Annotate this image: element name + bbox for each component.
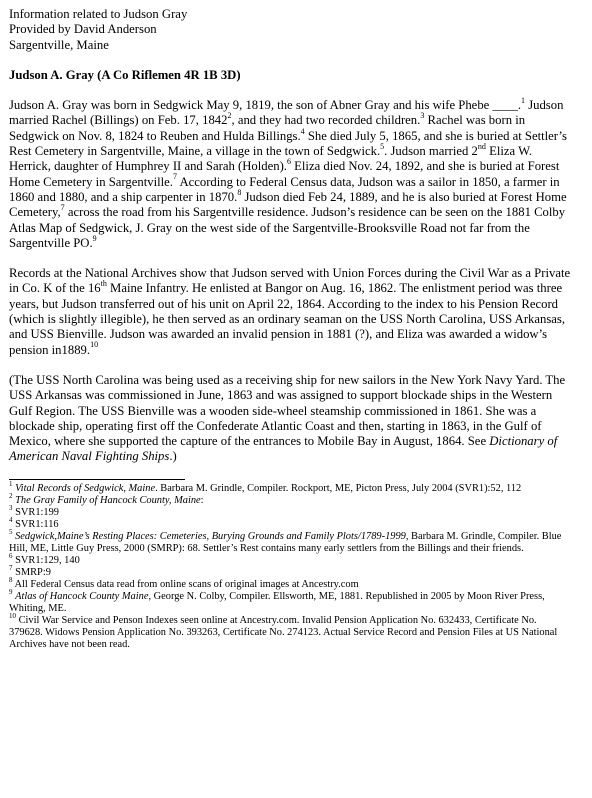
footnote-text: SVR1:129, 140: [15, 554, 80, 566]
footnote-text: , Barbara M. Grindle, Compiler. Blue Hill, ME, Little Guy Press, 2000 (SMRP): 68. Settler’s Rest contains many early settlers from the Billings and their friends.: [9, 530, 562, 554]
footnote-italic: Sedgwick,Maine’s Resting Places: Cemeteries, Burying Grounds and Family Plots/1789-1999: [15, 530, 406, 542]
footnote-7: [9, 564, 572, 579]
footnote-text: . Barbara M. Grindle, Compiler. Rockport, ME, Picton Press, July 2004 (SVR1):52, 112: [155, 482, 522, 494]
footnote-ref-8: 8: [237, 187, 242, 197]
footnote-5: [9, 528, 572, 555]
footnote-text: SVR1:199: [15, 506, 59, 518]
footnote-10: [9, 612, 572, 651]
footnote-number: 9: [9, 588, 13, 597]
footnote-ref-6: 6: [286, 157, 291, 167]
footnote-ref-7b: 7: [60, 203, 65, 213]
p3-text-2: .): [169, 449, 177, 464]
footnote-ref-3: 3: [420, 111, 425, 121]
footnote-italic: Vital Records of Sedgwick, Maine: [15, 482, 156, 494]
footnote-2: [9, 492, 572, 507]
footnote-number: 4: [9, 516, 13, 525]
footnote-text: SMRP:9: [15, 566, 51, 578]
footnote-number: 7: [9, 564, 13, 573]
footnote-text: SVR1:116: [15, 518, 59, 530]
footnote-ref-7: 7: [172, 172, 177, 182]
footnote-italic: The Gray Family of Hancock County, Maine: [15, 494, 201, 506]
p2-text-1: Records at the National Archives show that Judson served with Union Forces during the Civil War as a Private in Co. K of the 16: [9, 266, 571, 296]
footnote-3: [9, 504, 572, 519]
p1-text-4: Rachel was born in Sedgwick on Nov. 8, 1824 to Reuben and Hulda Billings.: [9, 113, 526, 143]
p1-text-9: According to Federal Census data, Judson was a sailor in 1850, a farmer in 1860 and 1880, and a ship carpenter in 1870.: [9, 174, 560, 204]
p3-italic-title: Dictionary of American Naval Fighting Ships: [9, 434, 558, 464]
footnote-number: 5: [9, 528, 13, 537]
footnote-number: 10: [9, 612, 16, 621]
p1-text-5: She died July 5, 1865, and she is buried at Settler’s Rest Cemetery in Sargentville, Maine, a village in the town of Sedgwick.: [9, 128, 567, 159]
footnote-number: 8: [9, 576, 13, 585]
header-line-3: Sargentville, Maine: [9, 37, 109, 52]
footnote-text: Civil War Service and Penson Indexes seen online at Ancestry.com. Invalid Pension Application No. 632433, Certificate No. 379628. Widows Pension Application No. 393263, Certificate No. 274123. Actual Service Record and Pension Files at US National Archives have not been read.: [9, 614, 558, 650]
footnote-text: , George N. Colby, Compiler. Ellsworth, ME, 1881. Republished in 2005 by Moon River Press, Whiting, ME.: [9, 590, 545, 614]
footnote-text: All Federal Census data read from online scans of original images at Ancestry.com: [14, 578, 359, 590]
footnote-number: 1: [9, 480, 13, 489]
p1-text-6: . Judson married 2: [384, 144, 478, 159]
footnote-8: [9, 576, 572, 591]
p3-text-1: (The USS North Carolina was being used as a receiving ship for new sailors in the New York Navy Yard. The USS Arkansas was commissioned in June, 1863 and was assigned to support blockade ships in the Western Gulf Region. The USS Bienville was a wooden side-wheel steamship commissioned in 1861. She was a blockade ship, operating first off the Confederate Atlantic Coast and then, starting in 1863, in the Gulf of Mexico, where she supported the capture of the entrances to Mobile Bay in August, 1864. See: [9, 372, 566, 449]
header-line-1: Information related to Judson Gray: [9, 7, 188, 21]
footnote-6: [9, 552, 572, 567]
p1-text-8: Eliza died Nov. 24, 1892, and she is buried at Forest Home Cemetery in Sargentville.: [9, 159, 560, 189]
ordinal-suffix: nd: [477, 141, 486, 151]
footnote-ref-4: 4: [300, 126, 305, 136]
paragraph-biography: [9, 95, 572, 251]
document-header: [9, 7, 572, 53]
p1-text-3: , and they had two recorded children.: [231, 113, 421, 128]
footnote-number: 2: [9, 492, 13, 501]
p1-text-11: across the road from his Sargentville residence. Judson’s residence can be seen on the 1881 Colby Atlas Map of Sedgwick, J. Gray on the west side of the Sargentville-Brooksville Road not far from the Sargentville PO.: [9, 205, 566, 250]
footnote-italic: Atlas of Hancock County Maine: [15, 590, 149, 602]
footnote-ref-10: 10: [90, 340, 99, 350]
footnote-number: 6: [9, 552, 13, 561]
footnote-number: 3: [9, 504, 13, 513]
p1-text-10: Judson died Feb 24, 1889, and he is also buried at Forest Home Cemetery,: [9, 189, 567, 220]
document-title: Judson A. Gray (A Co Riflemen 4R 1B 3D): [9, 67, 241, 82]
footnote-separator: [9, 479, 185, 480]
header-line-2: Provided by David Anderson: [9, 22, 157, 37]
footnote-9: [9, 588, 572, 615]
p1-text-1: Judson A. Gray was born in Sedgwick May 9, 1819, the son of Abner Gray and his wife Phebe ____.: [9, 98, 522, 113]
footnote-ref-5: 5: [380, 141, 385, 151]
paragraph-ships: [9, 373, 572, 465]
footnote-ref-9: 9: [92, 233, 97, 243]
footnotes-section: [9, 480, 572, 651]
p1-text-2: Judson married Rachel (Billings) on Feb. 17, 1842: [9, 98, 564, 128]
p1-text-7: Eliza W. Herrick, daughter of Humphrey II and Sarah (Holden).: [9, 144, 533, 174]
footnote-ref-2: 2: [227, 111, 232, 121]
paragraph-service: [9, 266, 572, 358]
ordinal-suffix-th: th: [100, 279, 107, 289]
footnote-4: [9, 516, 572, 531]
p2-text-2: Maine Infantry. He enlisted at Bangor on Aug. 16, 1862. The enlistment period was three years, but Judson transferred out of his unit on April 22, 1864. According to the index to his Pension Record (which is slightly illegible), he then served as an ordinary seaman on the USS North Carolina, USS Arkansas, and USS Bienville. Judson was awarded an invalid pension in 1881 (?), and Eliza was awarded a widow’s pension in1889.: [9, 281, 566, 357]
footnote-ref-1: 1: [521, 95, 526, 105]
footnote-text: :: [200, 494, 204, 506]
footnote-1: [9, 480, 572, 495]
